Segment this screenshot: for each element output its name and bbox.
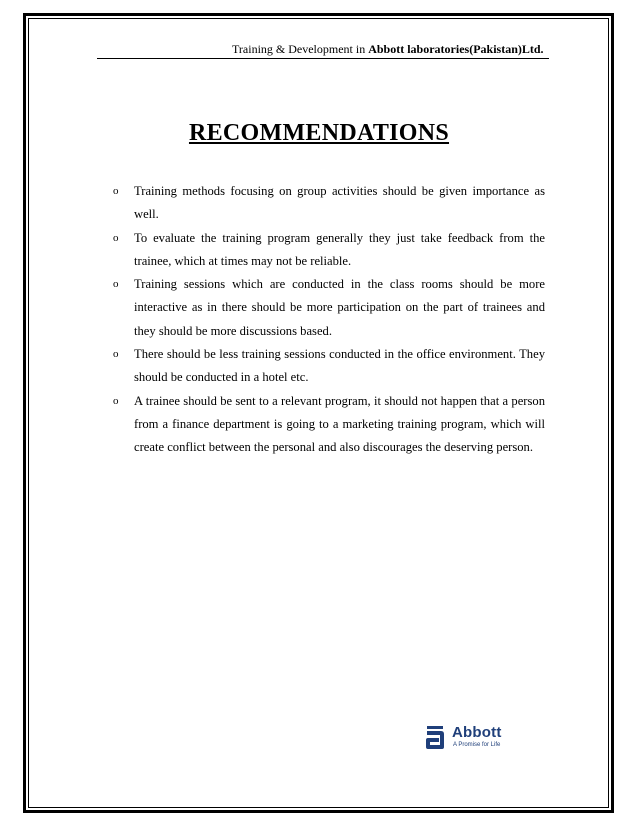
list-item-text: There should be less training sessions conducted in the office environment. They should be conducted in a hotel etc. <box>134 347 545 385</box>
bullet-marker: o <box>113 231 119 244</box>
list-item <box>113 343 545 390</box>
list-item <box>113 273 545 343</box>
header-prefix: Training & Development in <box>232 42 369 56</box>
list-item-text: Training sessions which are conducted in the class rooms should be more interactive as in there should be more participation on the part of trainees and they should be more discussions based. <box>134 277 545 338</box>
list-item <box>113 390 545 460</box>
abbott-logo <box>424 724 544 754</box>
list-item <box>113 227 545 274</box>
bullet-marker: o <box>113 394 119 407</box>
bullet-marker: o <box>113 348 119 361</box>
list-item <box>113 180 545 227</box>
list-item-text: To evaluate the training program generally they just take feedback from the trainee, which at times may not be reliable. <box>134 230 545 268</box>
logo-tagline: A Promise for Life <box>453 742 501 748</box>
abbott-logo-icon <box>424 725 446 751</box>
running-header <box>97 42 549 59</box>
list-item-text: A trainee should be sent to a relevant program, it should not happen that a person from a finance department is going to a marketing training program, which will create conflict between the personal and also discourages the deserving person. <box>134 393 545 455</box>
list-item-text: Training methods focusing on group activities should be given importance as well. <box>134 184 545 222</box>
bullet-marker: o <box>113 278 119 291</box>
logo-wordmark: Abbott <box>452 724 502 741</box>
page-title: RECOMMENDATIONS <box>188 120 450 146</box>
bullet-marker: o <box>113 185 119 197</box>
header-company: Abbott laboratories(Pakistan)Ltd. <box>368 42 544 56</box>
recommendations-list <box>113 180 545 460</box>
